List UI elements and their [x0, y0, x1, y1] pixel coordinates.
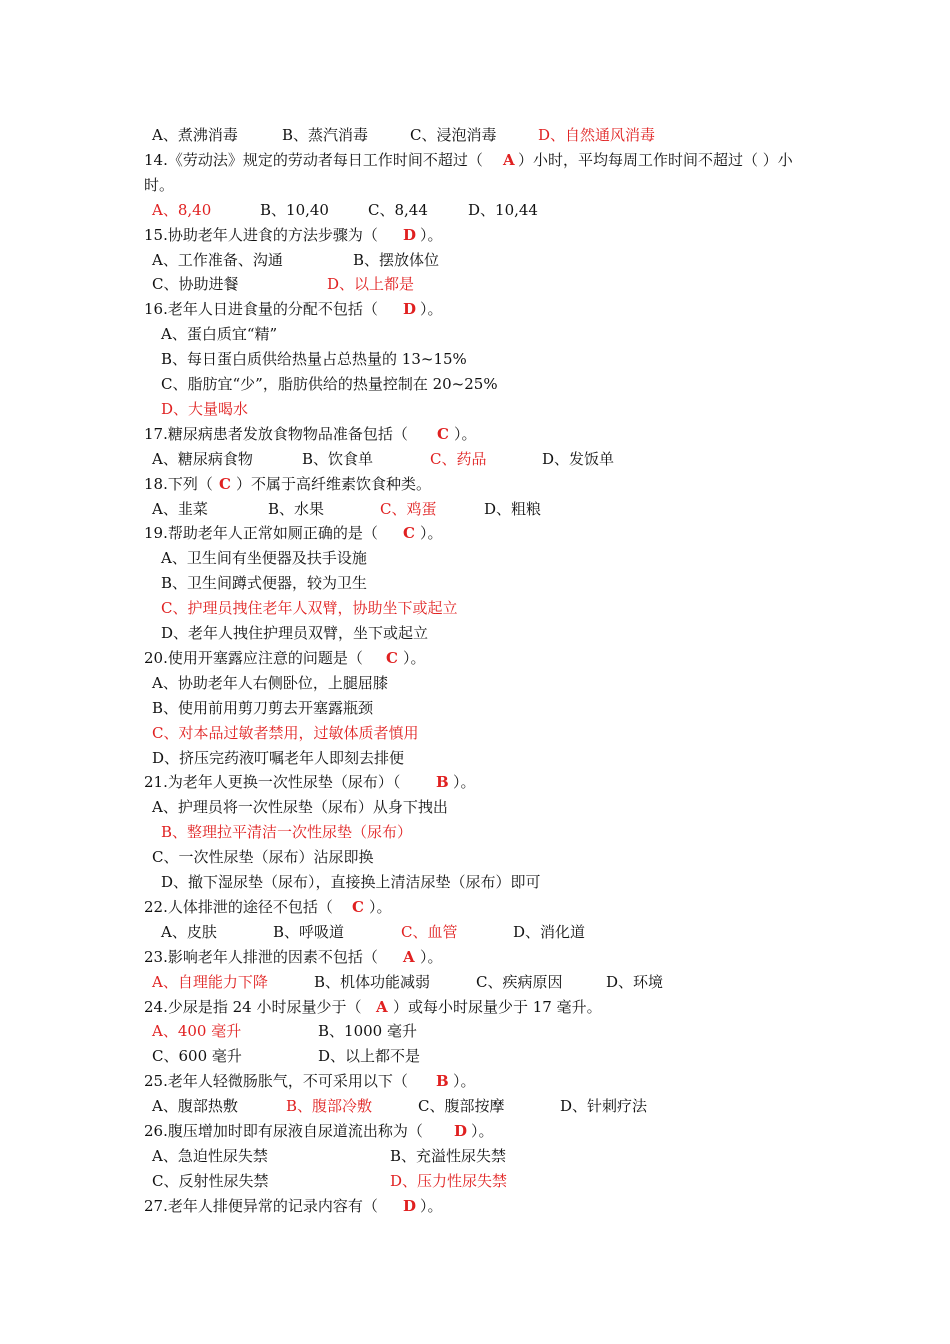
text-segment: C、600 毫升 — [152, 1047, 242, 1066]
correct-option: D、压力性尿失禁 — [390, 1171, 508, 1190]
text-segment: C、8,44 — [368, 200, 428, 219]
text-segment: D、挤压完药液叮嘱老年人即刻去排便 — [152, 748, 405, 767]
text-segment: D、以上都不是 — [318, 1047, 421, 1066]
text-segment: ）。 — [453, 773, 476, 792]
text-segment: ）。 — [420, 300, 443, 319]
text-segment: 14.《劳动法》规定的劳动者每日工作时间不超过（ — [144, 150, 483, 169]
text-segment: A、协助老年人右侧卧位，上腿屈膝 — [152, 673, 388, 692]
answer-key: D — [403, 1196, 417, 1215]
text-segment: ）小时，平均每周工作时间不超过（ ）小 — [518, 150, 793, 169]
answer-key: C — [403, 524, 415, 543]
text-segment: A、蛋白质宜“精” — [161, 325, 278, 344]
text-segment: B、水果 — [268, 499, 325, 518]
text-segment: B、摆放体位 — [353, 250, 440, 269]
text-segment: ）。 — [420, 1196, 443, 1215]
text-segment: ）不属于高纤维素饮食种类。 — [236, 474, 432, 493]
correct-option: C、护理员拽住老年人双臂，协助坐下或起立 — [161, 599, 458, 618]
text-segment: D、消化道 — [513, 922, 586, 941]
text-segment: A、皮肤 — [161, 922, 217, 941]
answer-key: D — [403, 225, 417, 244]
text-segment: D、撤下湿尿垫（尿布），直接换上清洁尿垫（尿布）即可 — [161, 873, 541, 891]
text-segment: B、饮食单 — [302, 449, 374, 468]
text-segment: A、急迫性尿失禁 — [152, 1146, 268, 1165]
text-segment: 22.人体排泄的途径不包括（ — [144, 897, 333, 916]
text-segment: 17.糖尿病患者发放食物物品准备包括（ — [144, 424, 408, 443]
text-segment: 21.为老年人更换一次性尿垫（尿布）（ — [144, 773, 401, 792]
text-segment: C、浸泡消毒 — [410, 126, 497, 144]
text-segment: 16.老年人日进食量的分配不包括（ — [144, 300, 378, 319]
answer-key: C — [352, 897, 364, 916]
text-segment: ）或每小时尿量少于 17 毫升。 — [393, 997, 602, 1016]
text-segment: ）。 — [420, 524, 443, 543]
text-segment: 18.下列（ — [144, 474, 213, 493]
text-segment: A、护理员将一次性尿垫（尿布）从身下拽出 — [152, 798, 448, 817]
text-segment: A、卫生间有坐便器及扶手设施 — [161, 549, 367, 568]
text-segment: D、10,44 — [468, 200, 538, 219]
correct-option: C、对本品过敏者禁用，过敏体质者慎用 — [152, 723, 419, 742]
answer-key: A — [403, 947, 415, 966]
correct-option: D、大量喝水 — [161, 399, 249, 418]
text-segment: ）。 — [369, 897, 392, 916]
text-segment: 20.使用开塞露应注意的问题是（ — [144, 648, 363, 667]
text-segment: B、机体功能减弱 — [314, 972, 431, 991]
text-segment: 26.腹压增加时即有尿液自尿道流出称为（ — [144, 1122, 423, 1140]
text-segment: 25.老年人轻微肠胀气，不可采用以下（ — [144, 1072, 408, 1091]
text-segment: B、每日蛋白质供给热量占总热量的 13~15% — [161, 350, 467, 369]
text-segment: ）。 — [420, 947, 443, 966]
text-segment: C、一次性尿垫（尿布）沾尿即换 — [152, 848, 374, 867]
text-segment: D、发饭单 — [542, 449, 615, 468]
answer-key: C — [437, 424, 449, 443]
answer-key: D — [403, 300, 417, 319]
text-segment: B、10,40 — [260, 200, 329, 219]
text-segment: A、腹部热敷 — [152, 1097, 238, 1116]
text-segment: B、蒸汽消毒 — [282, 126, 369, 144]
text-segment: 27.老年人排便异常的记录内容有（ — [144, 1196, 378, 1215]
text-segment: A、韭菜 — [152, 499, 208, 518]
answer-key: A — [503, 150, 515, 169]
correct-option: B、整理拉平清洁一次性尿垫（尿布） — [161, 823, 413, 842]
correct-option: C、鸡蛋 — [380, 499, 437, 518]
text-segment: 24.少尿是指 24 小时尿量少于（ — [144, 997, 362, 1016]
text-segment: ）。 — [403, 648, 426, 667]
text-segment: B、充溢性尿失禁 — [390, 1146, 507, 1165]
text-segment: C、腹部按摩 — [418, 1097, 505, 1116]
answer-key: A — [376, 997, 388, 1016]
text-segment: A、工作准备、沟通 — [152, 250, 283, 269]
text-segment: ）。 — [471, 1122, 494, 1140]
text-segment: C、疾病原因 — [476, 972, 563, 991]
text-segment: C、脂肪宜“少”，脂肪供给的热量控制在 20~25% — [161, 375, 498, 393]
text-segment: B、卫生间蹲式便器，较为卫生 — [161, 574, 368, 593]
text-segment: B、使用前用剪刀剪去开塞露瓶颈 — [152, 698, 374, 717]
text-segment: B、1000 毫升 — [318, 1022, 417, 1041]
text-segment: D、针刺疗法 — [560, 1097, 648, 1116]
correct-option: A、8,40 — [152, 200, 212, 219]
text-segment: D、环境 — [606, 972, 664, 991]
correct-option: C、药品 — [430, 449, 487, 468]
answer-key: B — [436, 773, 449, 792]
text-segment: A、糖尿病食物 — [152, 449, 253, 468]
text-segment: B、呼吸道 — [273, 922, 345, 941]
text-segment: ）。 — [420, 225, 443, 244]
text-segment: 19.帮助老年人正常如厕正确的是（ — [144, 524, 378, 543]
answer-key: D — [454, 1122, 468, 1140]
correct-option: A、自理能力下降 — [152, 972, 268, 991]
correct-option: D、自然通风消毒 — [538, 126, 656, 144]
answer-key: C — [386, 648, 398, 667]
text-segment: ）。 — [453, 1072, 476, 1091]
text-segment: C、反射性尿失禁 — [152, 1171, 269, 1190]
answer-key: B — [436, 1072, 449, 1091]
text-segment: 15.协助老年人进食的方法步骤为（ — [144, 225, 378, 244]
text-segment: D、老年人拽住护理员双臂，坐下或起立 — [161, 624, 429, 642]
text-segment: 23.影响老年人排泄的因素不包括（ — [144, 947, 378, 966]
text-segment: C、协助进餐 — [152, 275, 239, 294]
text-segment: 时。 — [144, 175, 175, 194]
correct-option: D、以上都是 — [327, 275, 415, 294]
correct-option: A、400 毫升 — [152, 1022, 242, 1041]
correct-option: C、血管 — [401, 922, 458, 941]
correct-option: B、腹部冷敷 — [286, 1097, 373, 1116]
answer-key: C — [219, 474, 231, 493]
text-segment: ）。 — [454, 424, 477, 443]
text-segment: D、粗粮 — [484, 499, 542, 518]
text-segment: A、煮沸消毒 — [152, 126, 238, 144]
